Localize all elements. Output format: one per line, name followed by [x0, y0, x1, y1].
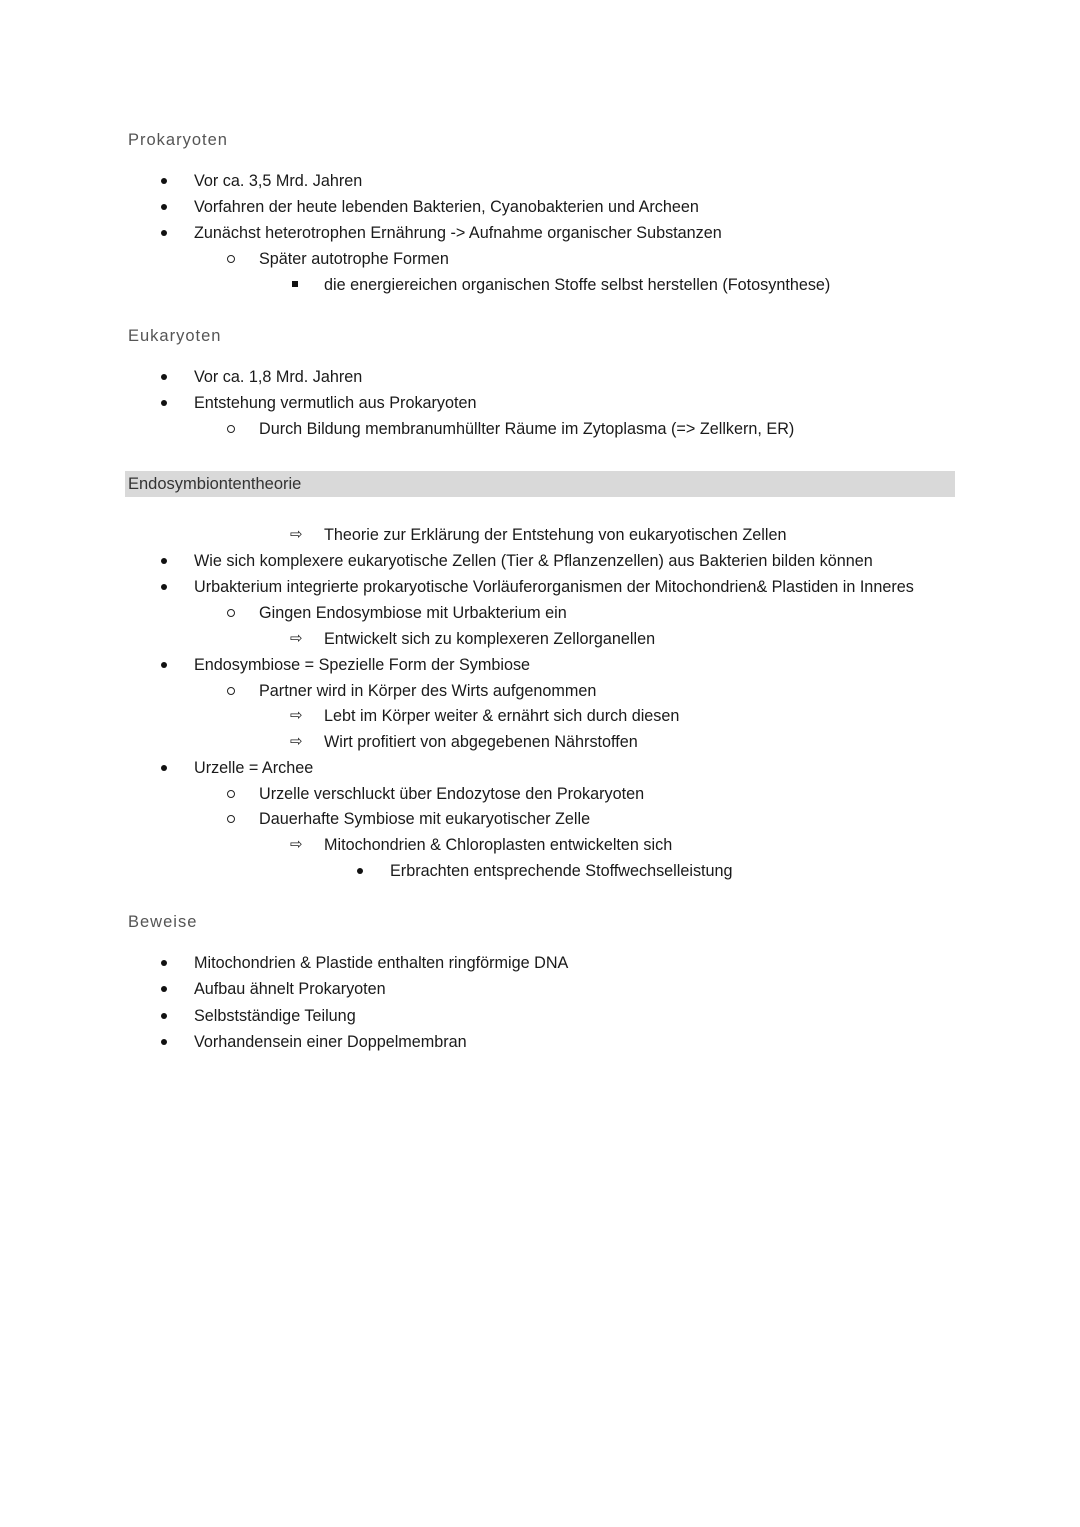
list-item: Entwickelt sich zu komplexeren Zellorganellen [324, 630, 656, 648]
bullet-dot-icon [161, 374, 167, 380]
bullet-dot-icon [161, 960, 167, 966]
list-item: Entstehung vermutlich aus Prokaryoten [194, 394, 477, 412]
arrow-icon: ⇨ [290, 707, 303, 724]
heading-prokaryoten: Prokaryoten [128, 131, 228, 149]
heading-eukaryoten: Eukaryoten [128, 327, 222, 345]
list-item: Theorie zur Erklärung der Entstehung von eukaryotischen Zellen [324, 526, 787, 544]
bullet-square-icon [292, 281, 298, 287]
list-item: Durch Bildung membranumhüllter Räume im Zytoplasma (=> Zellkern, ER) [259, 420, 795, 438]
arrow-icon: ⇨ [290, 526, 303, 543]
bullet-dot-icon [161, 1013, 167, 1019]
arrow-icon: ⇨ [290, 836, 303, 853]
heading-beweise: Beweise [128, 913, 198, 931]
list-item: Gingen Endosymbiose mit Urbakterium ein [259, 604, 567, 622]
list-item: Urbakterium integrierte prokaryotische Vorläuferorganismen der Mitochondrien& Plastiden in Inneres [194, 578, 914, 596]
bullet-dot-icon [161, 986, 167, 992]
list-item: Vorhandensein einer Doppelmembran [194, 1033, 467, 1051]
list-item: Mitochondrien & Plastide enthalten ringförmige DNA [194, 954, 569, 972]
bullet-dot-icon [357, 868, 363, 874]
list-item: Endosymbiose = Spezielle Form der Symbiose [194, 656, 531, 674]
list-item: Vor ca. 3,5 Mrd. Jahren [194, 172, 363, 190]
arrow-icon: ⇨ [290, 630, 303, 647]
list-item: Vor ca. 1,8 Mrd. Jahren [194, 368, 363, 386]
bullet-dot-icon [161, 1039, 167, 1045]
bullet-dot-icon [161, 584, 167, 590]
list-item: Erbrachten entsprechende Stoffwechselleistung [390, 862, 733, 880]
list-item: Urzelle verschluckt über Endozytose den Prokaryoten [259, 785, 645, 803]
list-item: Zunächst heterotrophen Ernährung -> Aufnahme organischer Substanzen [194, 224, 722, 242]
list-item: Partner wird in Körper des Wirts aufgenommen [259, 682, 597, 700]
list-item: Später autotrophe Formen [259, 250, 449, 268]
bullet-dot-icon [161, 178, 167, 184]
list-item: Lebt im Körper weiter & ernährt sich durch diesen [324, 707, 680, 725]
bullet-dot-icon [161, 230, 167, 236]
list-item: die energiereichen organischen Stoffe selbst herstellen (Fotosynthese) [324, 276, 831, 294]
bullet-dot-icon [161, 558, 167, 564]
bullet-dot-icon [161, 204, 167, 210]
list-item: Wirt profitiert von abgegebenen Nährstoffen [324, 733, 638, 751]
bullet-circle-icon [227, 255, 235, 263]
list-item: Dauerhafte Symbiose mit eukaryotischer Zelle [259, 810, 591, 828]
list-item: Aufbau ähnelt Prokaryoten [194, 980, 386, 998]
heading-endosymbiontentheorie: Endosymbiontentheorie [125, 471, 955, 497]
bullet-dot-icon [161, 662, 167, 668]
list-item: Wie sich komplexere eukaryotische Zellen (Tier & Pflanzenzellen) aus Bakterien bilden können [194, 552, 873, 570]
bullet-circle-icon [227, 425, 235, 433]
arrow-icon: ⇨ [290, 733, 303, 750]
list-item: Vorfahren der heute lebenden Bakterien, Cyanobakterien und Archeen [194, 198, 699, 216]
list-item: Selbstständige Teilung [194, 1007, 356, 1025]
bullet-circle-icon [227, 609, 235, 617]
list-item: Urzelle = Archee [194, 759, 314, 777]
bullet-circle-icon [227, 790, 235, 798]
bullet-circle-icon [227, 687, 235, 695]
bullet-circle-icon [227, 815, 235, 823]
bullet-dot-icon [161, 765, 167, 771]
bullet-dot-icon [161, 400, 167, 406]
list-item: Mitochondrien & Chloroplasten entwickelten sich [324, 836, 673, 854]
